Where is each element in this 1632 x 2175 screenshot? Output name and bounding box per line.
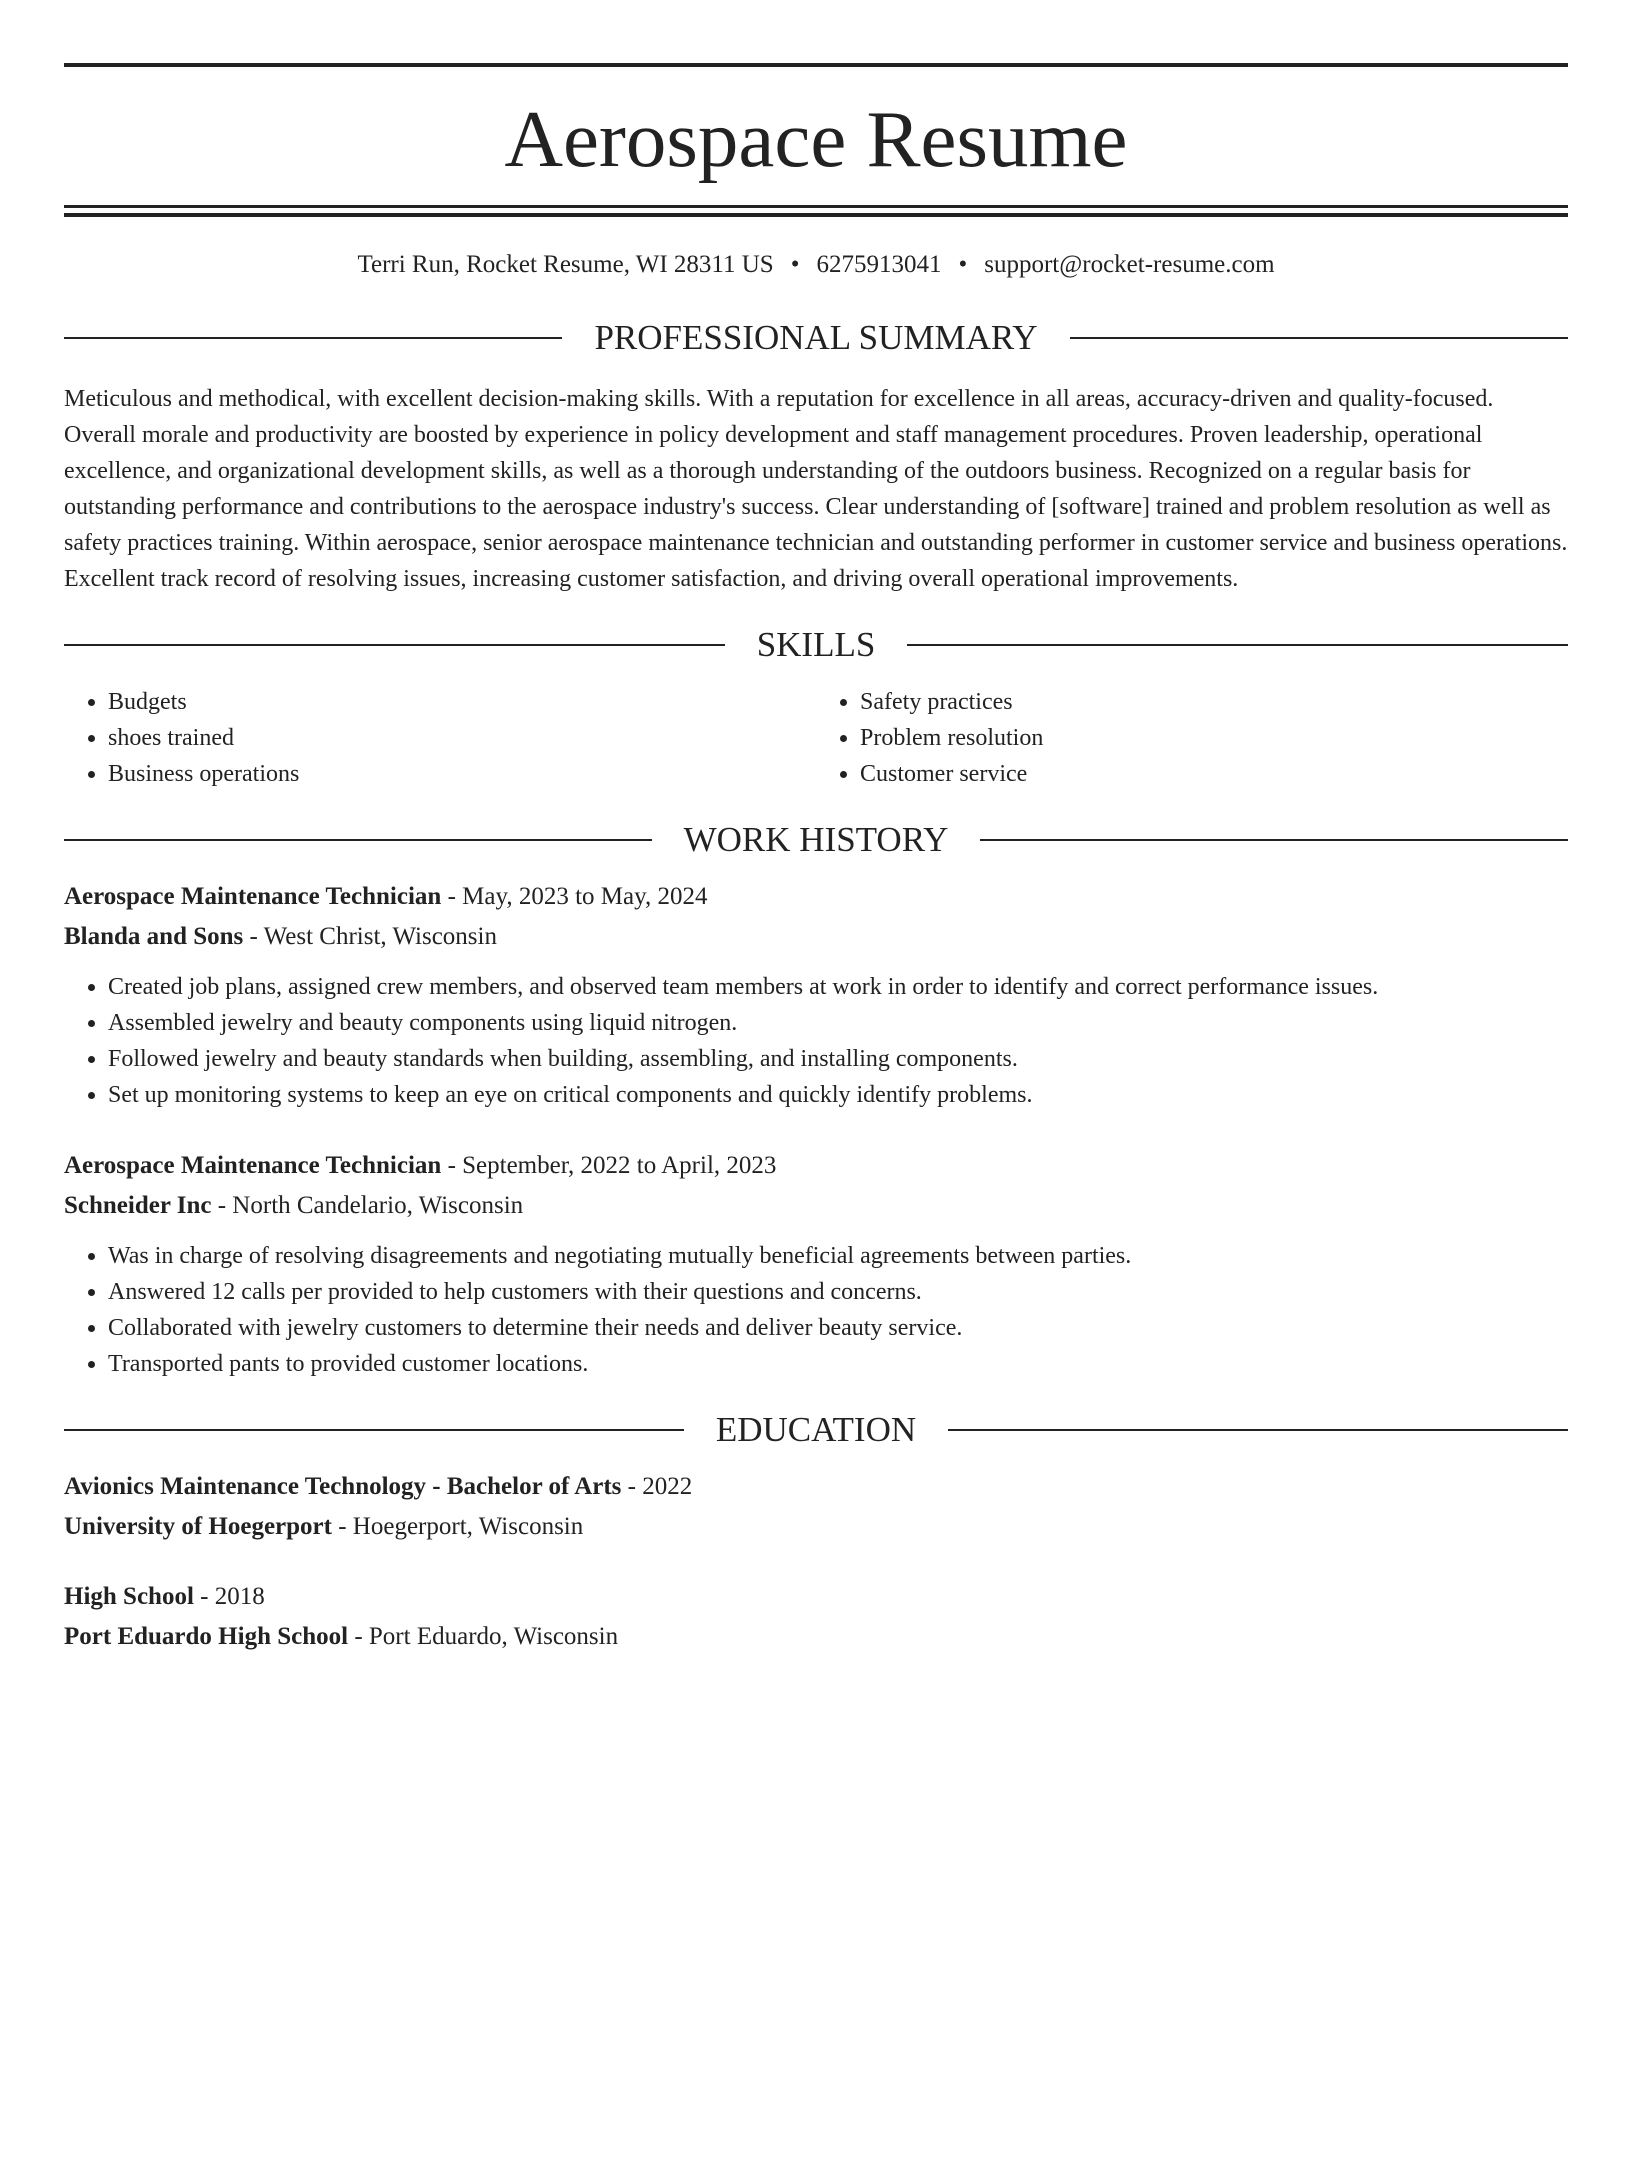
education-degree-line [64,1467,1568,1507]
education-year: - 2022 [621,1473,693,1500]
job-dates: - September, 2022 to April, 2023 [441,1152,777,1179]
heading-rule-left [64,1429,684,1431]
work-heading [64,822,1568,857]
job-bullets [64,1238,1568,1382]
job-company-line [64,917,1568,957]
education-degree: High School [64,1583,194,1610]
skill-item: • Business operations [108,756,816,792]
heading-rule-left [64,337,562,339]
job-bullet: • Created job plans, assigned crew members, and observed team members at work in order to identify and correct performance issues. [108,969,1568,1005]
contact-separator: • [958,251,968,278]
contact-separator: • [790,251,800,278]
job-bullet: • Transported pants to provided customer locations. [108,1346,1568,1382]
top-rule [64,63,1568,67]
education-school: Port Eduardo High School [64,1623,349,1650]
summary-text: Meticulous and methodical, with excellent decision-making skills. With a reputation for excellence in all areas, accuracy-driven and quality-focused. Overall morale and productivity are boosted by experience in policy development and staff management procedures. Proven leadership, operational excellence, and organizational development skills, as well as a thorough understanding of the outdoors business. Recognized on a regular basis for outstanding performance and contributions to the aerospace industry's success. Clear understanding of [software] trained and problem resolution as well as safety practices training. Within aerospace, senior aerospace maintenance technician and outstanding performer in customer service and business operations. Excellent track record of resolving issues, increasing customer satisfaction, and driving overall operational improvements. [64,386,1568,592]
skills-column-right [816,684,1568,792]
education-degree-line [64,1577,1568,1617]
education-location: - Port Eduardo, Wisconsin [348,1623,619,1650]
job-title-line [64,1146,1568,1186]
resume-page [0,63,1632,2175]
skill-item: • Problem resolution [860,720,1568,756]
title-double-rule [64,205,1568,217]
job-bullets [64,969,1568,1113]
heading-rule-right [948,1429,1568,1431]
job-bullet: • Collaborated with jewelry customers to determine their needs and deliver beauty service. [108,1310,1568,1346]
job-bullet: • Set up monitoring systems to keep an eye on critical components and quickly identify problems. [108,1077,1568,1113]
heading-rule-right [980,839,1568,841]
education-school-line [64,1617,1568,1657]
education-year: - 2018 [193,1583,265,1610]
job-bullet: • Answered 12 calls per provided to help customers with their questions and concerns. [108,1274,1568,1310]
job-company: Schneider Inc [64,1192,212,1219]
skills-list [64,684,1568,792]
heading-rule-right [1070,337,1568,339]
education-school: University of Hoegerport [64,1513,332,1540]
education-degree: Avionics Maintenance Technology - Bachelor of Arts [64,1473,622,1500]
job-bullet: • Assembled jewelry and beauty components using liquid nitrogen. [108,1005,1568,1041]
job-location: - North Candelario, Wisconsin [211,1192,524,1219]
job-company-line [64,1186,1568,1226]
contact-address: Terri Run, Rocket Resume, WI 28311 US [357,251,774,278]
job-entry [64,877,1568,1113]
contact-line [64,249,1568,281]
contact-phone: 6275913041 [816,251,942,278]
education-heading [64,1412,1568,1447]
skill-item: • Budgets [108,684,816,720]
skill-item: • shoes trained [108,720,816,756]
education-title: EDUCATION [715,1410,917,1449]
skills-heading [64,627,1568,662]
education-school-line [64,1507,1568,1547]
job-role: Aerospace Maintenance Technician [64,883,442,910]
heading-rule-left [64,839,652,841]
skill-item: • Safety practices [860,684,1568,720]
job-dates: - May, 2023 to May, 2024 [441,883,708,910]
heading-rule-right [907,644,1568,646]
summary-title: PROFESSIONAL SUMMARY [594,318,1038,357]
job-entry [64,1146,1568,1382]
job-bullet: • Followed jewelry and beauty standards when building, assembling, and installing components. [108,1041,1568,1077]
resume-title: Aerospace Resume [504,94,1128,184]
skills-title: SKILLS [756,625,876,664]
job-location: - West Christ, Wisconsin [243,923,497,950]
job-bullet: • Was in charge of resolving disagreements and negotiating mutually beneficial agreements between parties. [108,1238,1568,1274]
education-location: - Hoegerport, Wisconsin [331,1513,584,1540]
summary-heading [64,320,1568,355]
contact-email: support@rocket-resume.com [984,251,1275,278]
skill-item: • Customer service [860,756,1568,792]
job-company: Blanda and Sons [64,923,244,950]
job-title-line [64,877,1568,917]
education-entry [64,1467,1568,1547]
skills-column-left [64,684,816,792]
work-title: WORK HISTORY [683,820,949,859]
job-role: Aerospace Maintenance Technician [64,1152,442,1179]
education-entry [64,1577,1568,1657]
heading-rule-left [64,644,725,646]
